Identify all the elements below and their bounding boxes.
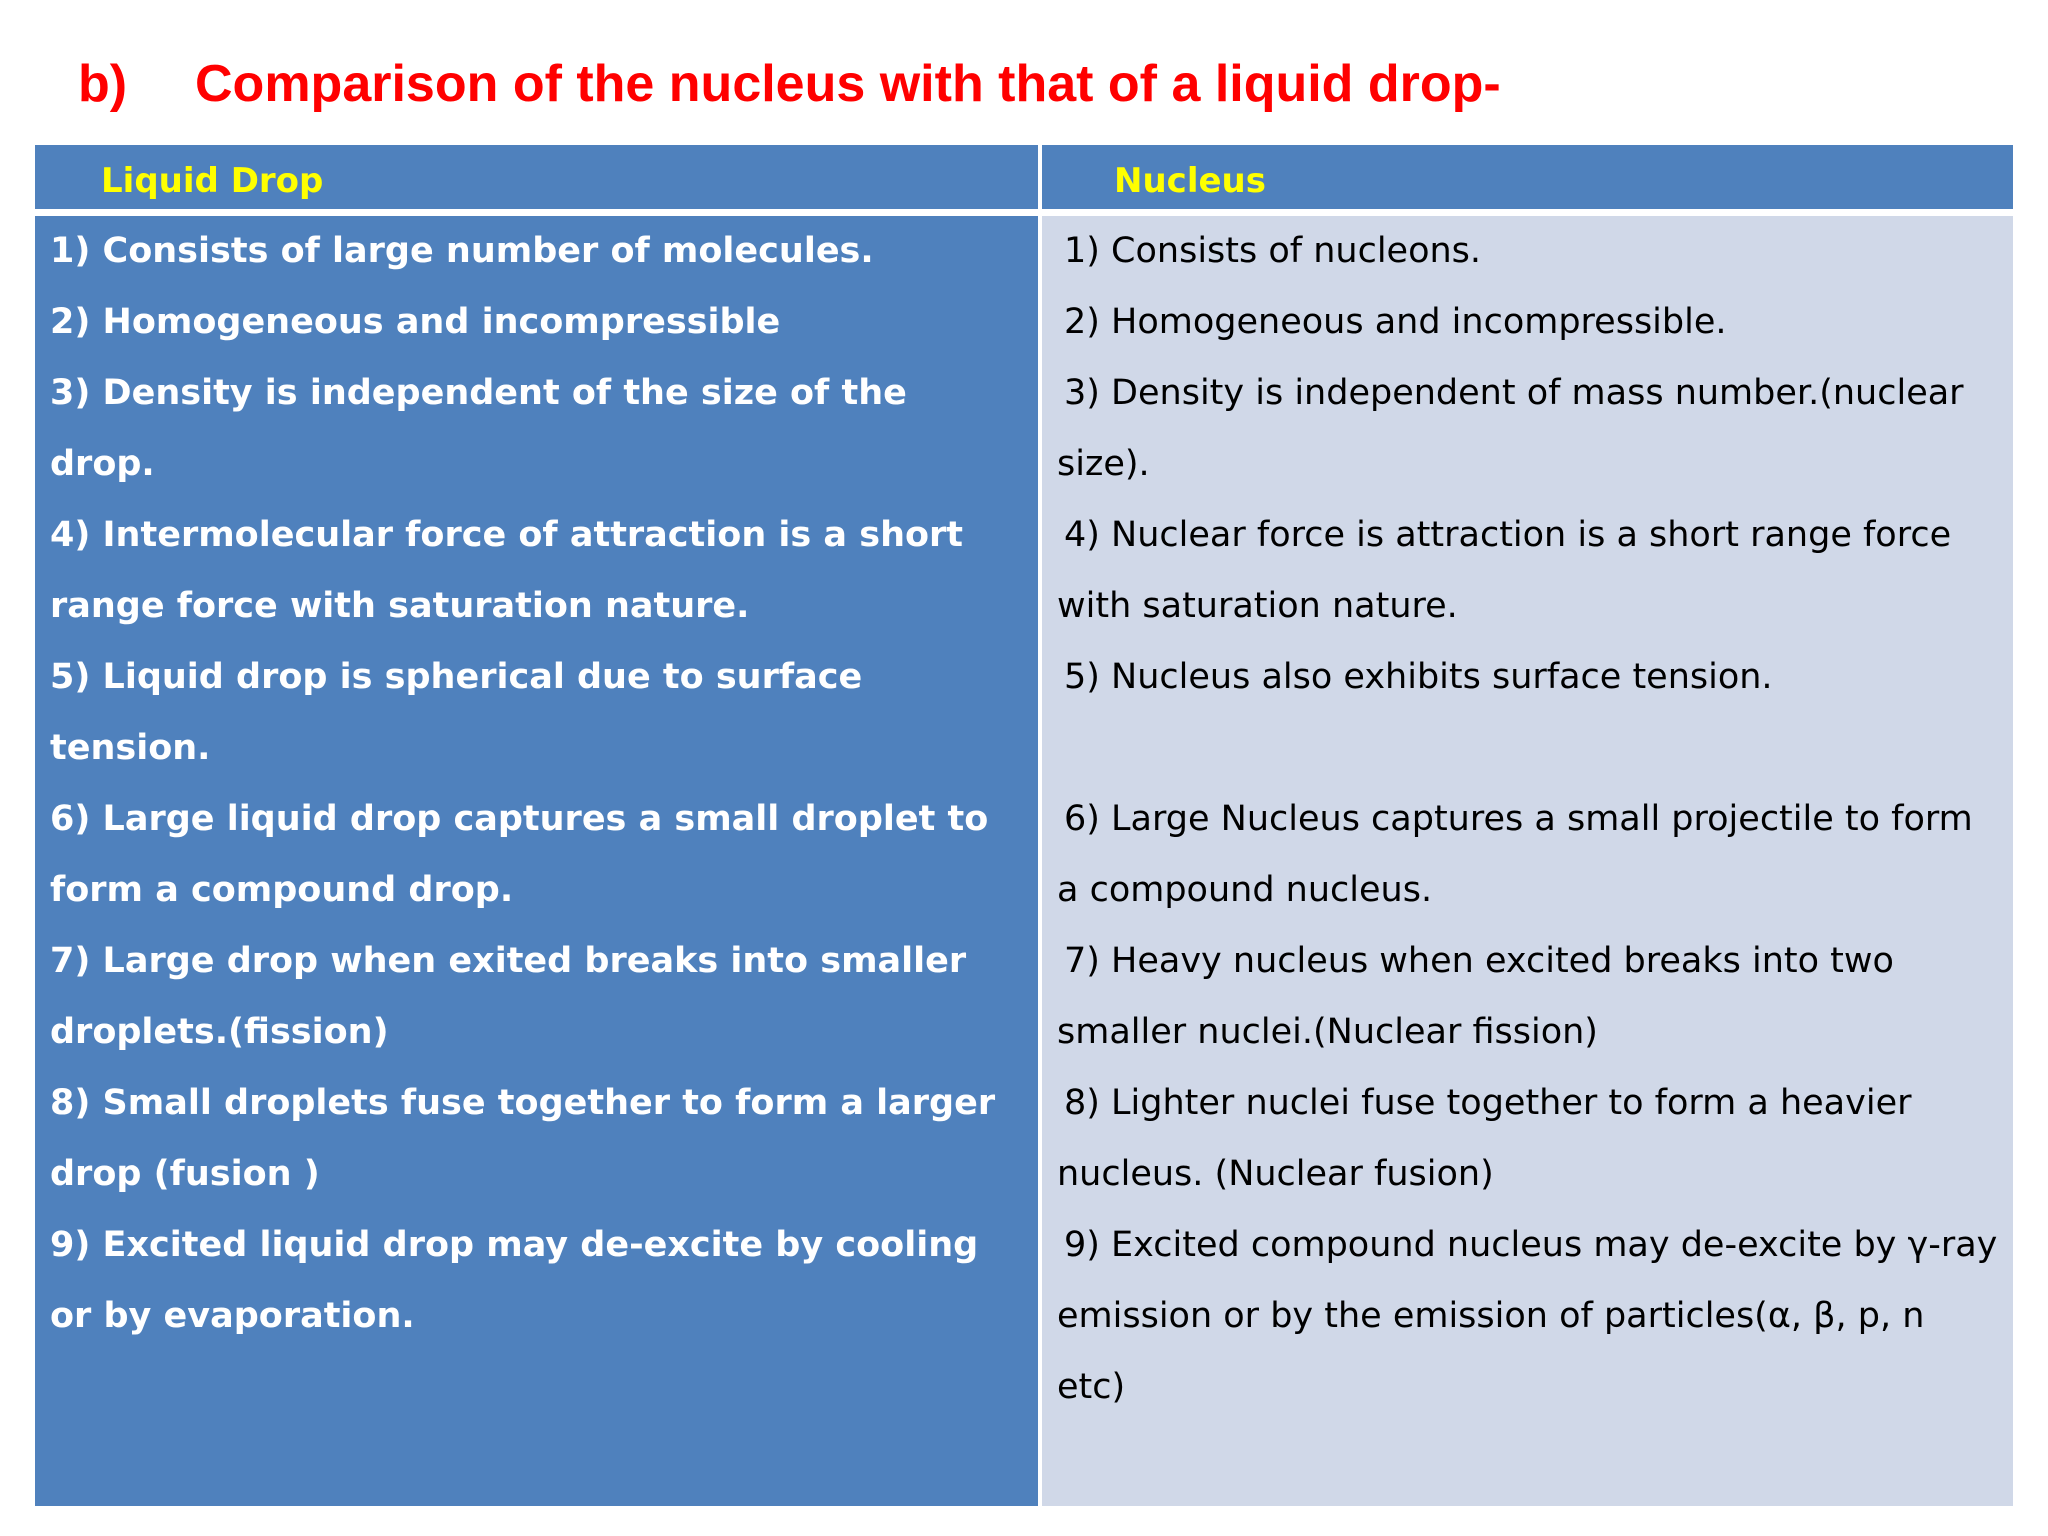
- slide-title: [78, 50, 1501, 118]
- nucleus-item: 2) Homogeneous and incompressible.: [1064, 302, 1727, 342]
- comparison-table: [35, 145, 2013, 1506]
- liquid-drop-item: 8) Small droplets fuse together to form a larger drop (fusion ): [50, 1083, 996, 1194]
- nucleus-item: 8) Lighter nuclei fuse together to form a heavier nucleus. (Nuclear fusion): [1057, 1083, 1912, 1194]
- nucleus-item: 3) Density is independent of mass number.(nuclear size).: [1057, 373, 1964, 484]
- liquid-drop-item: 7) Large drop when exited breaks into smaller droplets.(fission): [50, 941, 967, 1052]
- liquid-drop-item: 5) Liquid drop is spherical due to surface tension.: [50, 657, 863, 768]
- nucleus-item: 7) Heavy nucleus when excited breaks into two smaller nuclei.(Nuclear fission): [1057, 941, 1894, 1052]
- nucleus-item: 6) Large Nucleus captures a small projectile to form a compound nucleus.: [1057, 799, 1973, 910]
- header-nucleus: Nucleus: [1042, 145, 2013, 209]
- liquid-drop-item: 4) Intermolecular force of attraction is a short range force with saturation nature.: [50, 515, 964, 626]
- nucleus-column: [1042, 216, 2013, 1506]
- table-header-row: [35, 145, 2013, 209]
- liquid-drop-item: 1) Consists of large number of molecules.: [50, 231, 874, 271]
- nucleus-item: 9) Excited compound nucleus may de-excite by γ-ray emission or by the emission of particles(α, β, p, n etc): [1057, 1225, 1998, 1407]
- nucleus-item: 5) Nucleus also exhibits surface tension.: [1064, 657, 1773, 697]
- slide-title-text: Comparison of the nucleus with that of a liquid drop-: [195, 55, 1501, 113]
- liquid-drop-item: 9) Excited liquid drop may de-excite by cooling or by evaporation.: [50, 1225, 979, 1336]
- nucleus-item: 4) Nuclear force is attraction is a short range force with saturation nature.: [1057, 515, 1952, 626]
- liquid-drop-column: [35, 216, 1038, 1506]
- slide-title-label: b): [78, 55, 128, 113]
- header-liquid-drop: Liquid Drop: [35, 145, 1038, 209]
- nucleus-item: 1) Consists of nucleons.: [1064, 231, 1482, 271]
- liquid-drop-item: 2) Homogeneous and incompressible: [50, 302, 781, 342]
- liquid-drop-item: 6) Large liquid drop captures a small droplet to form a compound drop.: [50, 799, 989, 910]
- liquid-drop-item: 3) Density is independent of the size of the drop.: [50, 373, 907, 484]
